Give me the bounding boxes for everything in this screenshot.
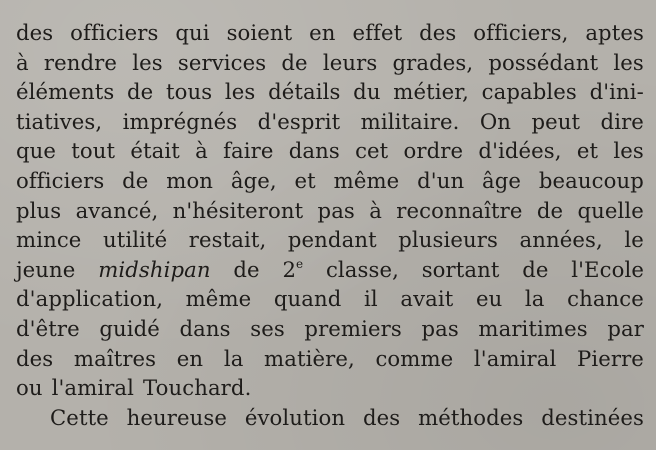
word: quelle [577, 197, 644, 223]
word: et [294, 167, 316, 193]
text-line [16, 166, 644, 196]
word: les [613, 49, 644, 75]
word: les [613, 138, 644, 164]
word: possédant [488, 49, 599, 75]
word: à [195, 138, 208, 164]
word: d'idées, [478, 138, 562, 164]
word: maîtres [73, 345, 157, 371]
word: ou [16, 375, 43, 401]
word: chance [567, 286, 644, 312]
text-line [16, 225, 644, 255]
word: plus [16, 197, 62, 223]
word: à [16, 49, 29, 75]
word: restait, [188, 227, 267, 253]
word: avancé, [75, 197, 159, 223]
word: ordre [403, 138, 464, 164]
word: jeune [16, 256, 76, 282]
word: peut [531, 108, 581, 134]
word: tout [71, 138, 116, 164]
word: détails [268, 79, 341, 105]
word: dans [179, 315, 231, 341]
word: et [576, 138, 599, 164]
word: éléments [16, 79, 115, 105]
word: soient [226, 20, 293, 45]
word: eu [475, 286, 503, 312]
word: de [233, 256, 260, 282]
word: années, [519, 227, 603, 253]
word: Touchard. [143, 375, 252, 401]
word: des [419, 20, 457, 45]
word: rendre [43, 49, 118, 75]
word: sortant [421, 256, 500, 282]
word: des [362, 404, 401, 430]
word: On [479, 108, 512, 134]
word: reconnaître [396, 197, 523, 223]
word: en [176, 345, 204, 371]
word: militaire. [360, 108, 460, 134]
word: premiers [304, 315, 402, 341]
word: Cette [50, 404, 109, 430]
word: officiers [16, 167, 105, 193]
word: pas [421, 315, 459, 341]
word: dans [288, 138, 340, 164]
word: que [16, 138, 57, 164]
paragraph [16, 403, 644, 433]
word: n'hésiteront [172, 197, 304, 223]
word: classe, [325, 256, 399, 282]
paragraph [16, 18, 644, 403]
word: utilité [102, 227, 168, 253]
word: à [369, 197, 382, 223]
word: guidé [99, 315, 160, 341]
word: plusieurs [398, 227, 498, 253]
word: pendant [287, 227, 377, 253]
word: d'esprit [257, 108, 341, 134]
word: mon [166, 167, 214, 193]
text-line [16, 107, 644, 137]
word: officiers [70, 20, 159, 45]
word: d'application, [16, 286, 164, 312]
word: les [224, 79, 256, 105]
word: même [333, 167, 400, 193]
word: qui [175, 20, 210, 45]
word: destinées [541, 404, 644, 430]
word: quand [273, 286, 342, 312]
word: la [223, 345, 244, 371]
word: d'être [16, 315, 80, 341]
word: de [522, 256, 549, 282]
word: officiers, [473, 20, 569, 45]
word: des [16, 345, 54, 371]
word: capables [481, 79, 577, 105]
word: heureuse [126, 404, 228, 430]
word: la [524, 286, 545, 312]
word: effet [352, 20, 403, 45]
body-text [16, 18, 644, 432]
text-line [16, 284, 644, 314]
word: imprégnés [122, 108, 238, 134]
word: de [127, 79, 154, 105]
text-line [16, 136, 644, 166]
word: pas [317, 197, 355, 223]
word: cet [355, 138, 389, 164]
word: par [607, 315, 644, 341]
text-line [16, 18, 644, 48]
word: leurs [322, 49, 378, 75]
word: l'Ecole [571, 256, 644, 282]
text-line [16, 373, 644, 403]
word: dire [600, 108, 644, 134]
text-line [16, 314, 644, 344]
word: était [130, 138, 180, 164]
word: d'ini- [589, 79, 644, 105]
word: midshipan [98, 256, 211, 282]
text-line [16, 403, 644, 433]
word: comme [375, 345, 454, 371]
word: de [122, 167, 149, 193]
word: ses [250, 315, 285, 341]
word: 2e [282, 256, 304, 282]
word: évolution [244, 404, 346, 430]
word: d'un [417, 167, 465, 193]
word: beaucoup [538, 167, 644, 193]
word: les [132, 49, 163, 75]
word: il [364, 286, 378, 312]
word: en [309, 20, 336, 45]
word: des [16, 20, 54, 45]
word: méthodes [418, 404, 524, 430]
word: maritimes [478, 315, 588, 341]
word: services [177, 49, 267, 75]
word: Pierre [576, 345, 644, 371]
text-line [16, 48, 644, 78]
word: aptes [585, 20, 644, 45]
word: âge [482, 167, 522, 193]
word: faire [223, 138, 274, 164]
word: du [353, 79, 381, 105]
word: l'amiral [51, 375, 135, 401]
word: l'amiral [473, 345, 557, 371]
word: matière, [264, 345, 355, 371]
word: grades, [392, 49, 474, 75]
word: le [624, 227, 644, 253]
word: mince [16, 227, 82, 253]
text-line [16, 77, 644, 107]
word: de [281, 49, 308, 75]
text-line [16, 344, 644, 374]
word: avait [400, 286, 454, 312]
word: âge, [230, 167, 277, 193]
text-line [16, 255, 644, 285]
text-line [16, 196, 644, 226]
word: tous [166, 79, 213, 105]
word: de [536, 197, 564, 223]
word: même [185, 286, 252, 312]
word: tiatives, [16, 108, 103, 134]
word: métier, [393, 79, 469, 105]
